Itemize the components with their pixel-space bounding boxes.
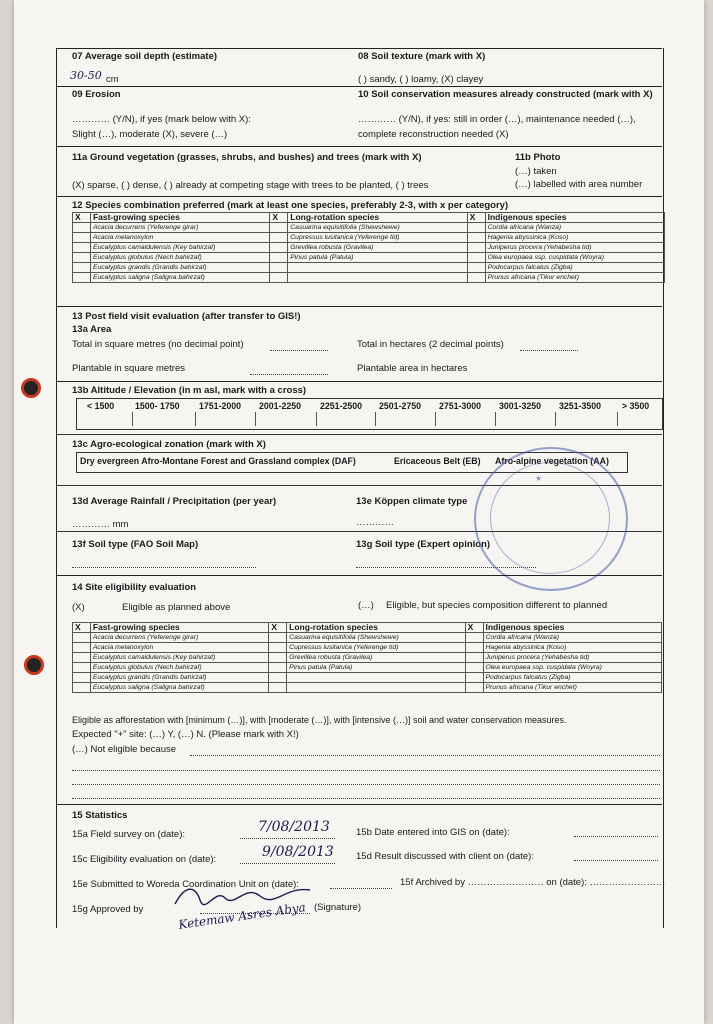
s10-title: 10 Soil conservation measures already constructed (mark with X) xyxy=(358,89,653,100)
punch-hole xyxy=(21,378,41,398)
plantable-ha-label: Plantable area in hectares xyxy=(357,363,468,374)
eligible-diff-mark: (…) xyxy=(358,600,374,611)
eligible-mark: (X) xyxy=(72,602,85,613)
s13c-title: 13c Agro-ecological zonation (mark with X) xyxy=(72,439,266,450)
expected-site: Expected "+" site: (…) Y, (…) N. (Please mark with X!) xyxy=(72,729,299,740)
zone-eb: Ericaceous Belt (EB) xyxy=(394,456,481,466)
eligible-diff-label: Eligible, but species composition different to planned xyxy=(386,600,608,611)
eligibility-date: 9/08/2013 xyxy=(262,844,334,860)
s09-title: 09 Erosion xyxy=(72,89,121,100)
field-survey-label: 15a Field survey on (date): xyxy=(72,829,186,840)
s11a-title: 11a Ground vegetation (grasses, shrubs, and bushes) and trees (mark with X) xyxy=(72,152,422,163)
s13a-title: 13a Area xyxy=(72,324,112,335)
s14-title: 14 Site eligibility evaluation xyxy=(72,582,197,593)
official-stamp-inner xyxy=(490,462,610,574)
altitude-table: < 1500 1500- 1750 1751-2000 2001-2250 2251-2500 2501-2750 2751-3000 3001-3250 3251-3500 > 3500 xyxy=(76,398,663,430)
vegetation-options: (X) sparse, ( ) dense, ( ) already at competing stage with trees to be planted, ( ) trees xyxy=(72,180,429,191)
soil-depth-unit: cm xyxy=(106,74,119,85)
photo-labelled: (…) labelled with area number xyxy=(515,179,643,190)
s11b-title: 11b Photo xyxy=(515,152,561,163)
approved-label: 15g Approved by xyxy=(72,904,144,915)
s08-title: 08 Soil texture (mark with X) xyxy=(358,51,486,62)
erosion-line2: Slight (…), moderate (X), severe (…) xyxy=(72,129,228,140)
eligibility-date-label: 15c Eligibility evaluation on (date): xyxy=(72,854,217,865)
s12-title: 12 Species combination preferred (mark at least one species, preferably 2-3, with x per category) xyxy=(72,200,509,211)
afforestation-note: Eligible as afforestation with [minimum (…)], with [moderate (…)], with [intensive (…)] soil and water conservation measures. xyxy=(72,715,567,725)
zone-daf: Dry evergreen Afro-Montane Forest and Grassland complex (DAF) xyxy=(80,456,356,466)
s13f-title: 13f Soil type (FAO Soil Map) xyxy=(72,539,199,550)
conservation-line1: ………… (Y/N), if yes: still in order (…), maintenance needed (…), xyxy=(358,114,636,125)
gis-date-label: 15b Date entered into GIS on (date): xyxy=(356,827,510,838)
koppen-value: ………… xyxy=(356,517,394,528)
handwritten-signature xyxy=(170,880,320,910)
s07-title: 07 Average soil depth (estimate) xyxy=(72,51,218,62)
field-survey-date: 7/08/2013 xyxy=(258,819,330,835)
conservation-line2: complete reconstruction needed (X) xyxy=(358,129,509,140)
s15-title: 15 Statistics xyxy=(72,810,128,821)
plantable-sqm-label: Plantable in square metres xyxy=(72,363,186,374)
species-table-14: X Fast-growing species X Long-rotation species X Indigenous species Acacia decurrens (Yeferenge girar) Casuarina equisitifolia (Shewshewe) Cordia africana (Wanza) Acacia melanoxylon Cupressus lusitanica (Yeferenge tid) Hagenia abyssinica (Koso) Eucalyptus camaldulensis (Key bahirzaf) Grevillea robusta (Gravilea) Juniperus procera (Yehabesha tid) Eucalyptus globulus (Nech bahirzaf) Pinus patula (Patula) Olea europaea ssp. cuspidata (Woyra) Eucalyptus grandis (Grandis bahirzaf) Podocarpus falcatus (Zigba) Eucalyptus saligna (Saligna bahirzaf) Prunus africana (Tikur enchet) xyxy=(72,622,662,693)
zone-aa: Afro-alpine vegetation (AA) xyxy=(495,456,609,466)
not-eligible-label: (…) Not eligible because xyxy=(72,744,177,755)
erosion-line1: ………… (Y/N), if yes (mark below with X): xyxy=(72,114,251,125)
rainfall-unit: ………… mm xyxy=(72,519,129,530)
species-table-12: X Fast-growing species X Long-rotation species X Indigenous species Acacia decurrens (Yeferenge girar) Casuarina equisitifolia (Shewshewe) Cordia africana (Wanza) Acacia melanoxylon Cupressus lusitanica (Yeferenge tid) Hagenia abyssinica (Koso) Eucalyptus camaldulensis (Key bahirzaf) Grevillea robusta (Gravilea) Juniperus procera (Yehabesha tid) Eucalyptus globulus (Nech bahirzaf) Pinus patula (Patula) Olea europaea ssp. cuspidata (Woyra) Eucalyptus grandis (Grandis bahirzaf) Podocarpus falcatus (Zigba) Eucalyptus saligna (Saligna bahirzaf) Prunus africana (Tikur enchet) xyxy=(72,212,665,283)
photo-taken: (…) taken xyxy=(515,166,557,177)
eligible-label: Eligible as planned above xyxy=(122,602,231,613)
s13e-title: 13e Köppen climate type xyxy=(356,496,468,507)
soil-texture-options: ( ) sandy, ( ) loamy, (X) clayey xyxy=(358,74,484,85)
signature-label: (Signature) xyxy=(314,902,361,913)
s13g-title: 13g Soil type (Expert opinion) xyxy=(356,539,491,550)
s13d-title: 13d Average Rainfall / Precipitation (per year) xyxy=(72,496,277,507)
total-ha-label: Total in hectares (2 decimal points) xyxy=(357,339,504,350)
total-sqm-label: Total in square metres (no decimal point) xyxy=(72,339,244,350)
archived-label: 15f Archived by …………………… on (date): …………………… xyxy=(400,877,666,888)
punch-hole xyxy=(24,655,44,675)
s13-title: 13 Post field visit evaluation (after transfer to GIS!) xyxy=(72,311,301,322)
soil-depth-value: 30-50 xyxy=(70,69,102,82)
s13b-title: 13b Altitude / Elevation (in m asl, mark with a cross) xyxy=(72,385,307,396)
submitted-label: 15e Submitted to Woreda Coordination Unit on (date): xyxy=(72,879,299,890)
approver-name: Ketemaw Asres Abya xyxy=(177,900,307,932)
result-discussed-label: 15d Result discussed with client on (date): xyxy=(356,851,534,862)
